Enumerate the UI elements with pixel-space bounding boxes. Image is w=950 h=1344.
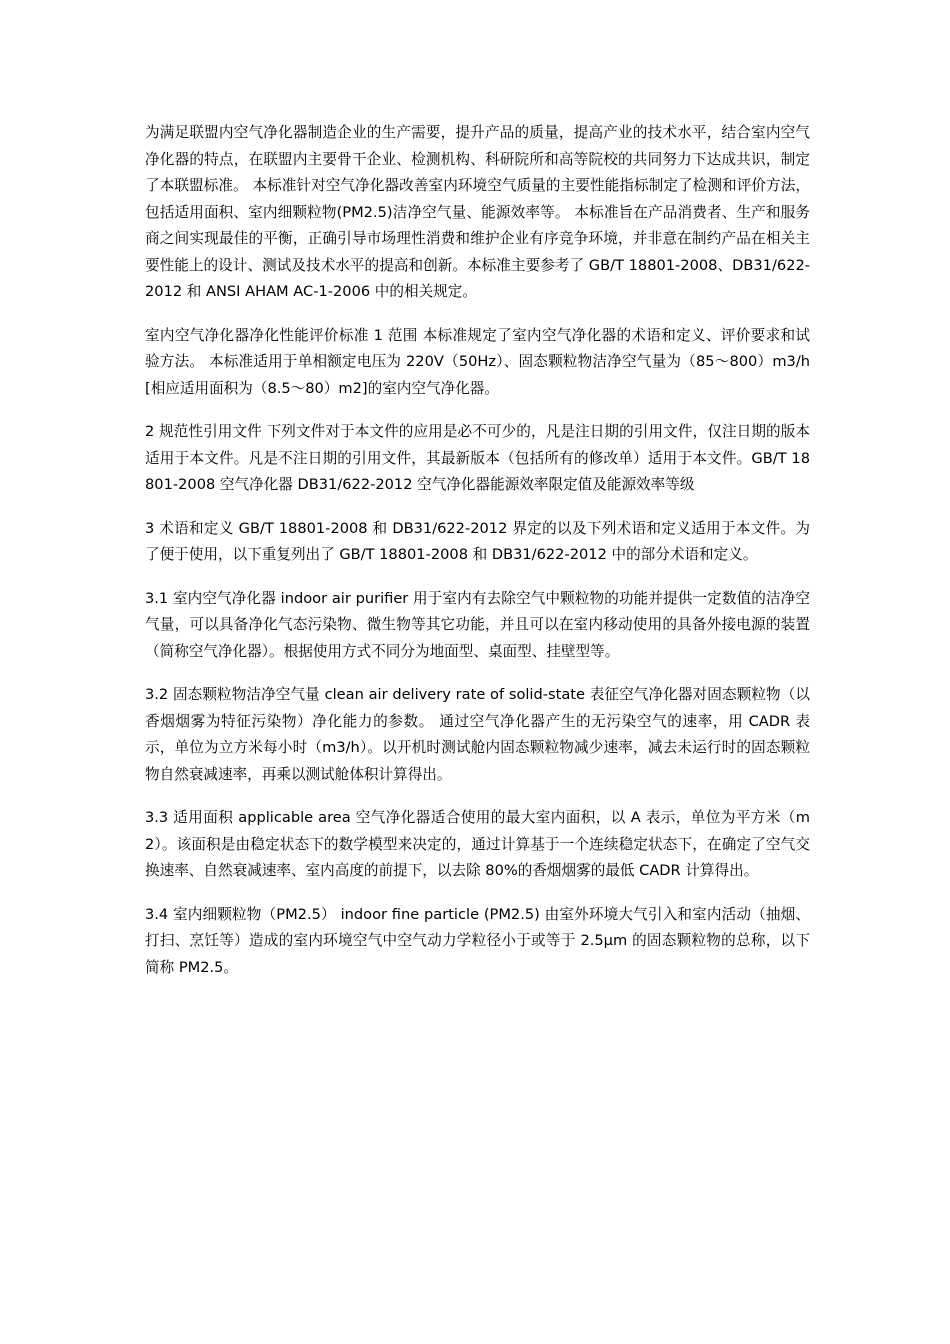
paragraph-preface: 为满足联盟内空气净化器制造企业的生产需要，提升产品的质量，提高产业的技术水平，结合室内空气净化器的特点，在联盟内主要骨干企业、检测机构、科研院所和高等院校的共同努力下达成共识，制定了本联盟标准。 本标准针对空气净化器改善室内环境空气质量的主要性能指标制定了检测和评价方法，包括适用面积、室内细颗粒物(PM2.5)洁净空气量、能源效率等。 本标准旨在产品消费者、生产和服务商之间实现最佳的平衡，正确引导市场理性消费和维护企业有序竞争环境，并非意在制约产品在相关主要性能上的设计、测试及技术水平的提高和创新。本标准主要参考了 GB/T 18801-2008、DB31/622-2012 和 ANSI AHAM AC-1-2006 中的相关规定。 (145, 124, 810, 300)
paragraph-normative-references: 2 规范性引用文件 下列文件对于本文件的应用是必不可少的，凡是注日期的引用文件，仅注日期的版本适用于本文件。凡是不注日期的引用文件，其最新版本（包括所有的修改单）适用于本文件。GB/T 18801-2008 空气净化器 DB31/622-2012 空气净化器能源效率限定值及能源效率等级 (145, 423, 810, 493)
paragraph-term-3-3: 3.3 适用面积 applicable area 空气净化器适合使用的最大室内面积，以 A 表示，单位为平方米（m2）。该面积是由稳定状态下的数学模型来决定的，通过计算基于一个连续稳定状态下，在确定了空气交换速率、自然衰减速率、室内高度的前提下，以去除 80%的香烟烟雾的最低 CADR 计算得出。 (145, 809, 810, 879)
paragraph-term-3-4: 3.4 室内细颗粒物（PM2.5） indoor fine particle (PM2.5) 由室外环境大气引入和室内活动（抽烟、打扫、烹饪等）造成的室内环境空气中空气动力学粒径小于或等于 2.5μm 的固态颗粒物的总称，以下简称 PM2.5。 (145, 905, 810, 976)
document-body (145, 120, 810, 998)
paragraph-scope: 室内空气净化器净化性能评价标准 1 范围 本标准规定了室内空气净化器的术语和定义、评价要求和试验方法。 本标准适用于单相额定电压为 220V（50Hz）、固态颗粒物洁净空气量为（85～800）m3/h[相应适用面积为（8.5～80）m2]的室内空气净化器。 (145, 326, 810, 397)
paragraph-terms-definitions: 3 术语和定义 GB/T 18801-2008 和 DB31/622-2012 界定的以及下列术语和定义适用于本文件。为了便于使用，以下重复列出了 GB/T 18801-2008 和 DB31/622-2012 中的部分术语和定义。 (145, 519, 810, 563)
paragraph-term-3-1: 3.1 室内空气净化器 indoor air purifier 用于室内有去除空气中颗粒物的功能并提供一定数值的洁净空气量，可以具备净化气态污染物、微生物等其它功能，并且可以在室内移动使用的具备外接电源的装置（简称空气净化器）。根据使用方式不同分为地面型、桌面型、挂壁型等。 (145, 589, 810, 660)
paragraph-term-3-2: 3.2 固态颗粒物洁净空气量 clean air delivery rate of solid-state 表征空气净化器对固态颗粒物（以香烟烟雾为特征污染物）净化能力的参数。 通过空气净化器产生的无污染空气的速率，用 CADR 表示，单位为立方米每小时（m3/h）。以开机时测试舱内固态颗粒物减少速率，减去未运行时的固态颗粒物自然衰减速率，再乘以测试舱体积计算得出。 (145, 686, 810, 783)
